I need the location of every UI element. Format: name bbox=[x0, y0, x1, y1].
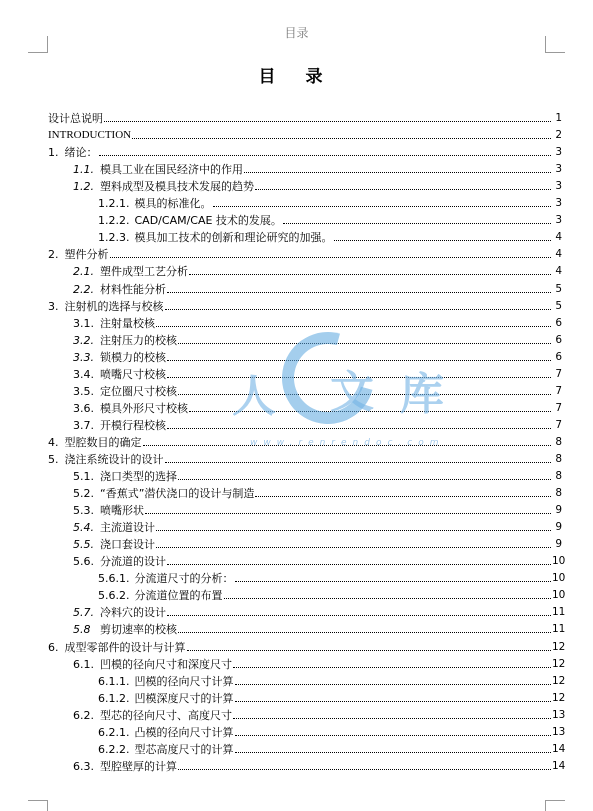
toc-entry-page-number: 13 bbox=[552, 725, 566, 738]
toc-entry-number: 3.6. bbox=[73, 401, 94, 415]
toc-entry-number: 5.7. bbox=[73, 606, 94, 620]
toc-entry-page-number: 8 bbox=[555, 470, 562, 483]
toc-entry-title: 注射机的选择与校核 bbox=[64, 299, 164, 313]
toc-entry-page-number: 7 bbox=[555, 418, 562, 431]
toc-entry-page-number: 14 bbox=[552, 759, 566, 772]
toc-entry-title: 型芯的径向尺寸、高度尺寸 bbox=[100, 708, 232, 722]
watermark-char: 库 bbox=[400, 369, 444, 420]
toc-entry[interactable] bbox=[48, 602, 566, 620]
toc-entry[interactable] bbox=[48, 330, 562, 347]
toc-entry[interactable] bbox=[48, 415, 562, 432]
toc-entry-title: INTRODUCTION bbox=[48, 129, 132, 142]
toc-entry-title: 凹模的径向尺寸和深度尺寸 bbox=[100, 657, 232, 671]
toc-entry-title: 浇注系统设计的设计 bbox=[64, 452, 164, 466]
toc-entry-title: 主流道设计 bbox=[100, 521, 155, 535]
toc-entry-number: 6.2.1. bbox=[98, 725, 130, 739]
toc-entry-title: 成型零部件的设计与计算 bbox=[64, 640, 186, 654]
toc-entry-number: 6. bbox=[48, 640, 59, 654]
toc-entry[interactable] bbox=[48, 636, 566, 654]
dot-leader bbox=[235, 735, 552, 736]
toc-entry[interactable] bbox=[48, 500, 562, 517]
toc-entry[interactable] bbox=[48, 466, 562, 483]
toc-entry-number: 3. bbox=[48, 299, 59, 313]
dot-leader bbox=[104, 121, 551, 122]
toc-entry-number: 1.2.3. bbox=[98, 231, 130, 245]
toc-entry-page-number: 6 bbox=[555, 333, 562, 346]
crop-mark-bottom-left bbox=[28, 800, 48, 801]
toc-entry-number: 6.1. bbox=[73, 657, 94, 671]
toc-entry-title: 塑件分析 bbox=[64, 248, 109, 262]
toc-entry-number: 6.1.1. bbox=[98, 674, 130, 688]
toc-entry-page-number: 3 bbox=[555, 146, 562, 159]
toc-entry[interactable] bbox=[48, 347, 562, 364]
toc-entry-title: 冷料穴的设计 bbox=[100, 606, 166, 620]
toc-entry[interactable] bbox=[48, 244, 562, 261]
crop-mark-top-right bbox=[545, 36, 546, 52]
toc-entry-number: 2. bbox=[48, 248, 59, 262]
crop-mark-bottom-right bbox=[545, 800, 565, 801]
toc-entry-title: 绪论： bbox=[64, 146, 98, 160]
toc-entry[interactable] bbox=[48, 125, 562, 142]
dot-leader bbox=[334, 240, 552, 241]
toc-entry[interactable] bbox=[48, 449, 562, 466]
dot-leader bbox=[235, 684, 552, 685]
toc-entry-number: 2.1. bbox=[73, 265, 94, 279]
watermark-url: www.renrendoc.com bbox=[250, 438, 445, 448]
dot-leader bbox=[156, 547, 551, 548]
toc-entry[interactable] bbox=[48, 483, 562, 500]
toc-entry[interactable] bbox=[48, 568, 566, 586]
toc-entry[interactable] bbox=[48, 739, 566, 756]
toc-entry-page-number: 10 bbox=[552, 572, 566, 585]
toc-entry-title: 型腔壁厚的计算 bbox=[100, 759, 177, 773]
toc-entry-page-number: 3 bbox=[555, 180, 562, 193]
watermark-char: 文 bbox=[330, 367, 374, 418]
toc-entry-number: 5.6. bbox=[73, 555, 94, 569]
dot-leader bbox=[255, 496, 551, 497]
crop-mark-top-left bbox=[47, 36, 48, 52]
dot-leader bbox=[178, 769, 551, 770]
toc-entry-number: 5.2. bbox=[73, 487, 94, 501]
toc-entry[interactable] bbox=[48, 688, 566, 705]
toc-entry-number: 5.1. bbox=[73, 470, 94, 484]
toc-entry-title: 浇口类型的选择 bbox=[100, 470, 177, 484]
page-title: 目 录 bbox=[258, 67, 335, 87]
dot-leader bbox=[167, 564, 551, 565]
toc-entry-title: 塑件成型工艺分析 bbox=[100, 265, 188, 279]
toc-entry-page-number: 4 bbox=[555, 265, 562, 278]
toc-entry-page-number: 4 bbox=[555, 231, 562, 244]
toc-entry-page-number: 2 bbox=[555, 129, 562, 142]
dot-leader bbox=[132, 138, 551, 139]
dot-leader bbox=[213, 206, 552, 207]
dot-leader bbox=[165, 309, 552, 310]
toc-entry-number: 3.7. bbox=[73, 418, 94, 432]
toc-entry[interactable] bbox=[48, 193, 562, 210]
dot-leader bbox=[178, 343, 551, 344]
toc-entry-page-number: 4 bbox=[555, 248, 562, 261]
dot-leader bbox=[167, 292, 551, 293]
toc-entry-number: 1.2.1. bbox=[98, 197, 130, 211]
toc-entry-page-number: 7 bbox=[555, 384, 562, 397]
toc-entry-page-number: 3 bbox=[555, 197, 562, 210]
dot-leader bbox=[244, 172, 551, 173]
toc-entry-title: 分流道的设计 bbox=[100, 555, 166, 569]
toc-entry-page-number: 12 bbox=[552, 674, 566, 687]
toc-entry-title: 分流道尺寸的分析： bbox=[134, 572, 234, 586]
toc-entry[interactable] bbox=[48, 176, 562, 193]
toc-entry-title: 浇口套设计 bbox=[100, 538, 155, 552]
dot-leader bbox=[145, 513, 551, 514]
toc-entry-title: 分流道位置的布置 bbox=[134, 589, 223, 603]
toc-entry-title: 定位圈尺寸校核 bbox=[100, 384, 177, 398]
toc-entry-number: 5.6.2. bbox=[98, 589, 130, 603]
toc-entry-title: “香蕉式”潜伏浇口的设计与制造 bbox=[100, 487, 255, 501]
toc-entry[interactable] bbox=[48, 159, 562, 176]
toc-entry-number: 5.6.1. bbox=[98, 572, 130, 586]
toc-entry-title: 模具的标准化。 bbox=[134, 197, 212, 211]
toc-entry-page-number: 14 bbox=[552, 742, 566, 755]
dot-leader bbox=[189, 411, 551, 412]
toc-entry-page-number: 5 bbox=[555, 282, 562, 295]
running-header: 目录 bbox=[284, 26, 309, 40]
toc-entry-title: 注射压力的校核 bbox=[100, 333, 177, 347]
toc-entry-number: 5.5. bbox=[73, 538, 94, 552]
dot-leader bbox=[178, 479, 551, 480]
toc-entry-title: 凹模的径向尺寸计算 bbox=[134, 674, 234, 688]
toc-entry[interactable] bbox=[48, 551, 566, 569]
toc-entry[interactable] bbox=[48, 585, 566, 603]
toc-entry[interactable] bbox=[48, 261, 562, 278]
toc-entry[interactable] bbox=[48, 364, 562, 381]
toc-entry-title: 型腔数目的确定 bbox=[64, 435, 142, 449]
dot-leader bbox=[156, 530, 551, 531]
toc-entry-title: 材料性能分析 bbox=[100, 282, 166, 296]
toc-entry[interactable] bbox=[48, 619, 566, 637]
toc-entry-title: 锁模力的校核 bbox=[100, 350, 166, 364]
watermark-char: 人 bbox=[232, 371, 276, 422]
toc-entry-number: 6.1.2. bbox=[98, 691, 130, 705]
toc-entry-title: 模具外形尺寸校核 bbox=[100, 401, 188, 415]
toc-entry-number: 3.1. bbox=[73, 316, 94, 330]
crop-mark-bottom-left bbox=[47, 800, 48, 811]
toc-entry-title: 模具工业在国民经济中的作用 bbox=[100, 163, 243, 177]
dot-leader bbox=[178, 632, 551, 633]
dot-leader bbox=[156, 326, 551, 327]
dot-leader bbox=[110, 257, 552, 258]
toc-entry-page-number: 11 bbox=[552, 623, 566, 636]
toc-entry-number: 3.3. bbox=[73, 350, 94, 364]
toc-entry-title: 模具加工技术的创新和理论研究的加强。 bbox=[134, 231, 333, 245]
dot-leader bbox=[187, 650, 552, 651]
toc-entry-number: 1.1. bbox=[73, 163, 94, 177]
toc-entry-page-number: 8 bbox=[555, 487, 562, 500]
crop-mark-top-left bbox=[28, 52, 48, 53]
dot-leader bbox=[255, 189, 551, 190]
toc-entry[interactable] bbox=[48, 210, 562, 227]
toc-entry-title: 剪切速率的校核 bbox=[100, 623, 177, 637]
dot-leader bbox=[189, 274, 551, 275]
toc-entry[interactable] bbox=[48, 227, 562, 244]
toc-entry-number: 6.2. bbox=[73, 708, 94, 722]
toc-entry-title: 喷嘴形状 bbox=[100, 504, 144, 518]
toc-entry-page-number: 3 bbox=[555, 214, 562, 227]
toc-entry-number: 3.5. bbox=[73, 384, 94, 398]
toc-entry-title: 凹模深度尺寸的计算 bbox=[134, 691, 234, 705]
toc-entry-number: 5. bbox=[48, 452, 59, 466]
toc-entry-page-number: 12 bbox=[552, 691, 566, 704]
toc-entry-number: 6.2.2. bbox=[98, 742, 130, 756]
dot-leader bbox=[233, 718, 551, 719]
toc-entry[interactable] bbox=[48, 278, 562, 295]
toc-entry-page-number: 9 bbox=[555, 521, 562, 534]
dot-leader bbox=[178, 394, 551, 395]
dot-leader bbox=[167, 428, 551, 429]
toc-entry-title: 塑料成型及模具技术发展的趋势 bbox=[100, 180, 254, 194]
dot-leader bbox=[233, 667, 551, 668]
toc-entry-title: 开模行程校核 bbox=[100, 418, 166, 432]
toc-entry-page-number: 3 bbox=[555, 163, 562, 176]
toc-entry-page-number: 9 bbox=[555, 504, 562, 517]
toc-entry[interactable] bbox=[48, 534, 562, 551]
toc-entry-number: 3.4. bbox=[73, 367, 94, 381]
crop-mark-top-right bbox=[545, 52, 565, 53]
dot-leader bbox=[224, 598, 552, 599]
toc-entry[interactable] bbox=[48, 381, 562, 398]
toc-entry-number: 1.2. bbox=[73, 180, 94, 194]
toc-entry-number: 6.3. bbox=[73, 759, 94, 773]
toc-entry[interactable] bbox=[48, 313, 562, 330]
dot-leader bbox=[235, 701, 552, 702]
dot-leader bbox=[235, 752, 552, 753]
toc-entry-number: 5.4. bbox=[73, 521, 94, 535]
toc-entry-page-number: 5 bbox=[555, 299, 562, 312]
toc-entry-number: 5.8 bbox=[73, 623, 91, 637]
toc-entry-page-number: 10 bbox=[552, 555, 566, 568]
toc-entry-title: 凸模的径向尺寸计算 bbox=[134, 725, 234, 739]
toc-entry-number: 1. bbox=[48, 146, 59, 160]
toc-entry-page-number: 1 bbox=[555, 112, 562, 125]
toc-entry[interactable] bbox=[48, 722, 566, 739]
toc-entry-title: 注射量校核 bbox=[100, 316, 155, 330]
toc-entry[interactable] bbox=[48, 108, 562, 125]
toc-entry-page-number: 6 bbox=[555, 316, 562, 329]
dot-leader bbox=[99, 155, 552, 156]
toc-entry-page-number: 6 bbox=[555, 350, 562, 363]
toc-entry-title: CAD/CAM/CAE 技术的发展。 bbox=[134, 214, 282, 228]
toc-entry-page-number: 7 bbox=[555, 367, 562, 380]
toc-entry-page-number: 13 bbox=[552, 708, 566, 721]
toc-entry-page-number: 10 bbox=[552, 589, 566, 602]
toc-entry-page-number: 9 bbox=[555, 538, 562, 551]
toc-entry[interactable] bbox=[48, 705, 566, 722]
crop-mark-bottom-right bbox=[545, 800, 546, 811]
toc-entry-page-number: 8 bbox=[555, 435, 562, 448]
toc-entry[interactable] bbox=[48, 398, 562, 415]
toc-entry-number: 2.2. bbox=[73, 282, 94, 296]
toc-entry-page-number: 7 bbox=[555, 401, 562, 414]
toc-entry-title: 喷嘴尺寸校核 bbox=[100, 367, 166, 381]
dot-leader bbox=[165, 462, 552, 463]
dot-leader bbox=[167, 377, 551, 378]
dot-leader bbox=[167, 615, 551, 616]
toc-entry[interactable] bbox=[48, 142, 562, 159]
toc-entry-page-number: 12 bbox=[552, 657, 566, 670]
toc-entry-page-number: 12 bbox=[552, 640, 566, 653]
toc-entry-number: 3.2. bbox=[73, 333, 94, 347]
toc-entry-number: 1.2.2. bbox=[98, 214, 130, 228]
toc-entry-page-number: 8 bbox=[555, 452, 562, 465]
toc-entry-number: 4. bbox=[48, 435, 59, 449]
toc-entry-title: 型芯高度尺寸的计算 bbox=[134, 742, 234, 756]
toc-entry[interactable] bbox=[48, 756, 566, 773]
dot-leader bbox=[167, 360, 551, 361]
toc-entry[interactable] bbox=[48, 296, 562, 313]
toc-entry-number: 5.3. bbox=[73, 504, 94, 518]
dot-leader bbox=[235, 581, 552, 582]
toc-entry[interactable] bbox=[48, 671, 566, 688]
toc-entry-title: 设计总说明 bbox=[48, 112, 103, 126]
toc-entry-page-number: 11 bbox=[552, 606, 566, 619]
dot-leader bbox=[283, 223, 551, 224]
toc-entry[interactable] bbox=[48, 654, 566, 671]
toc-entry[interactable] bbox=[48, 517, 562, 534]
